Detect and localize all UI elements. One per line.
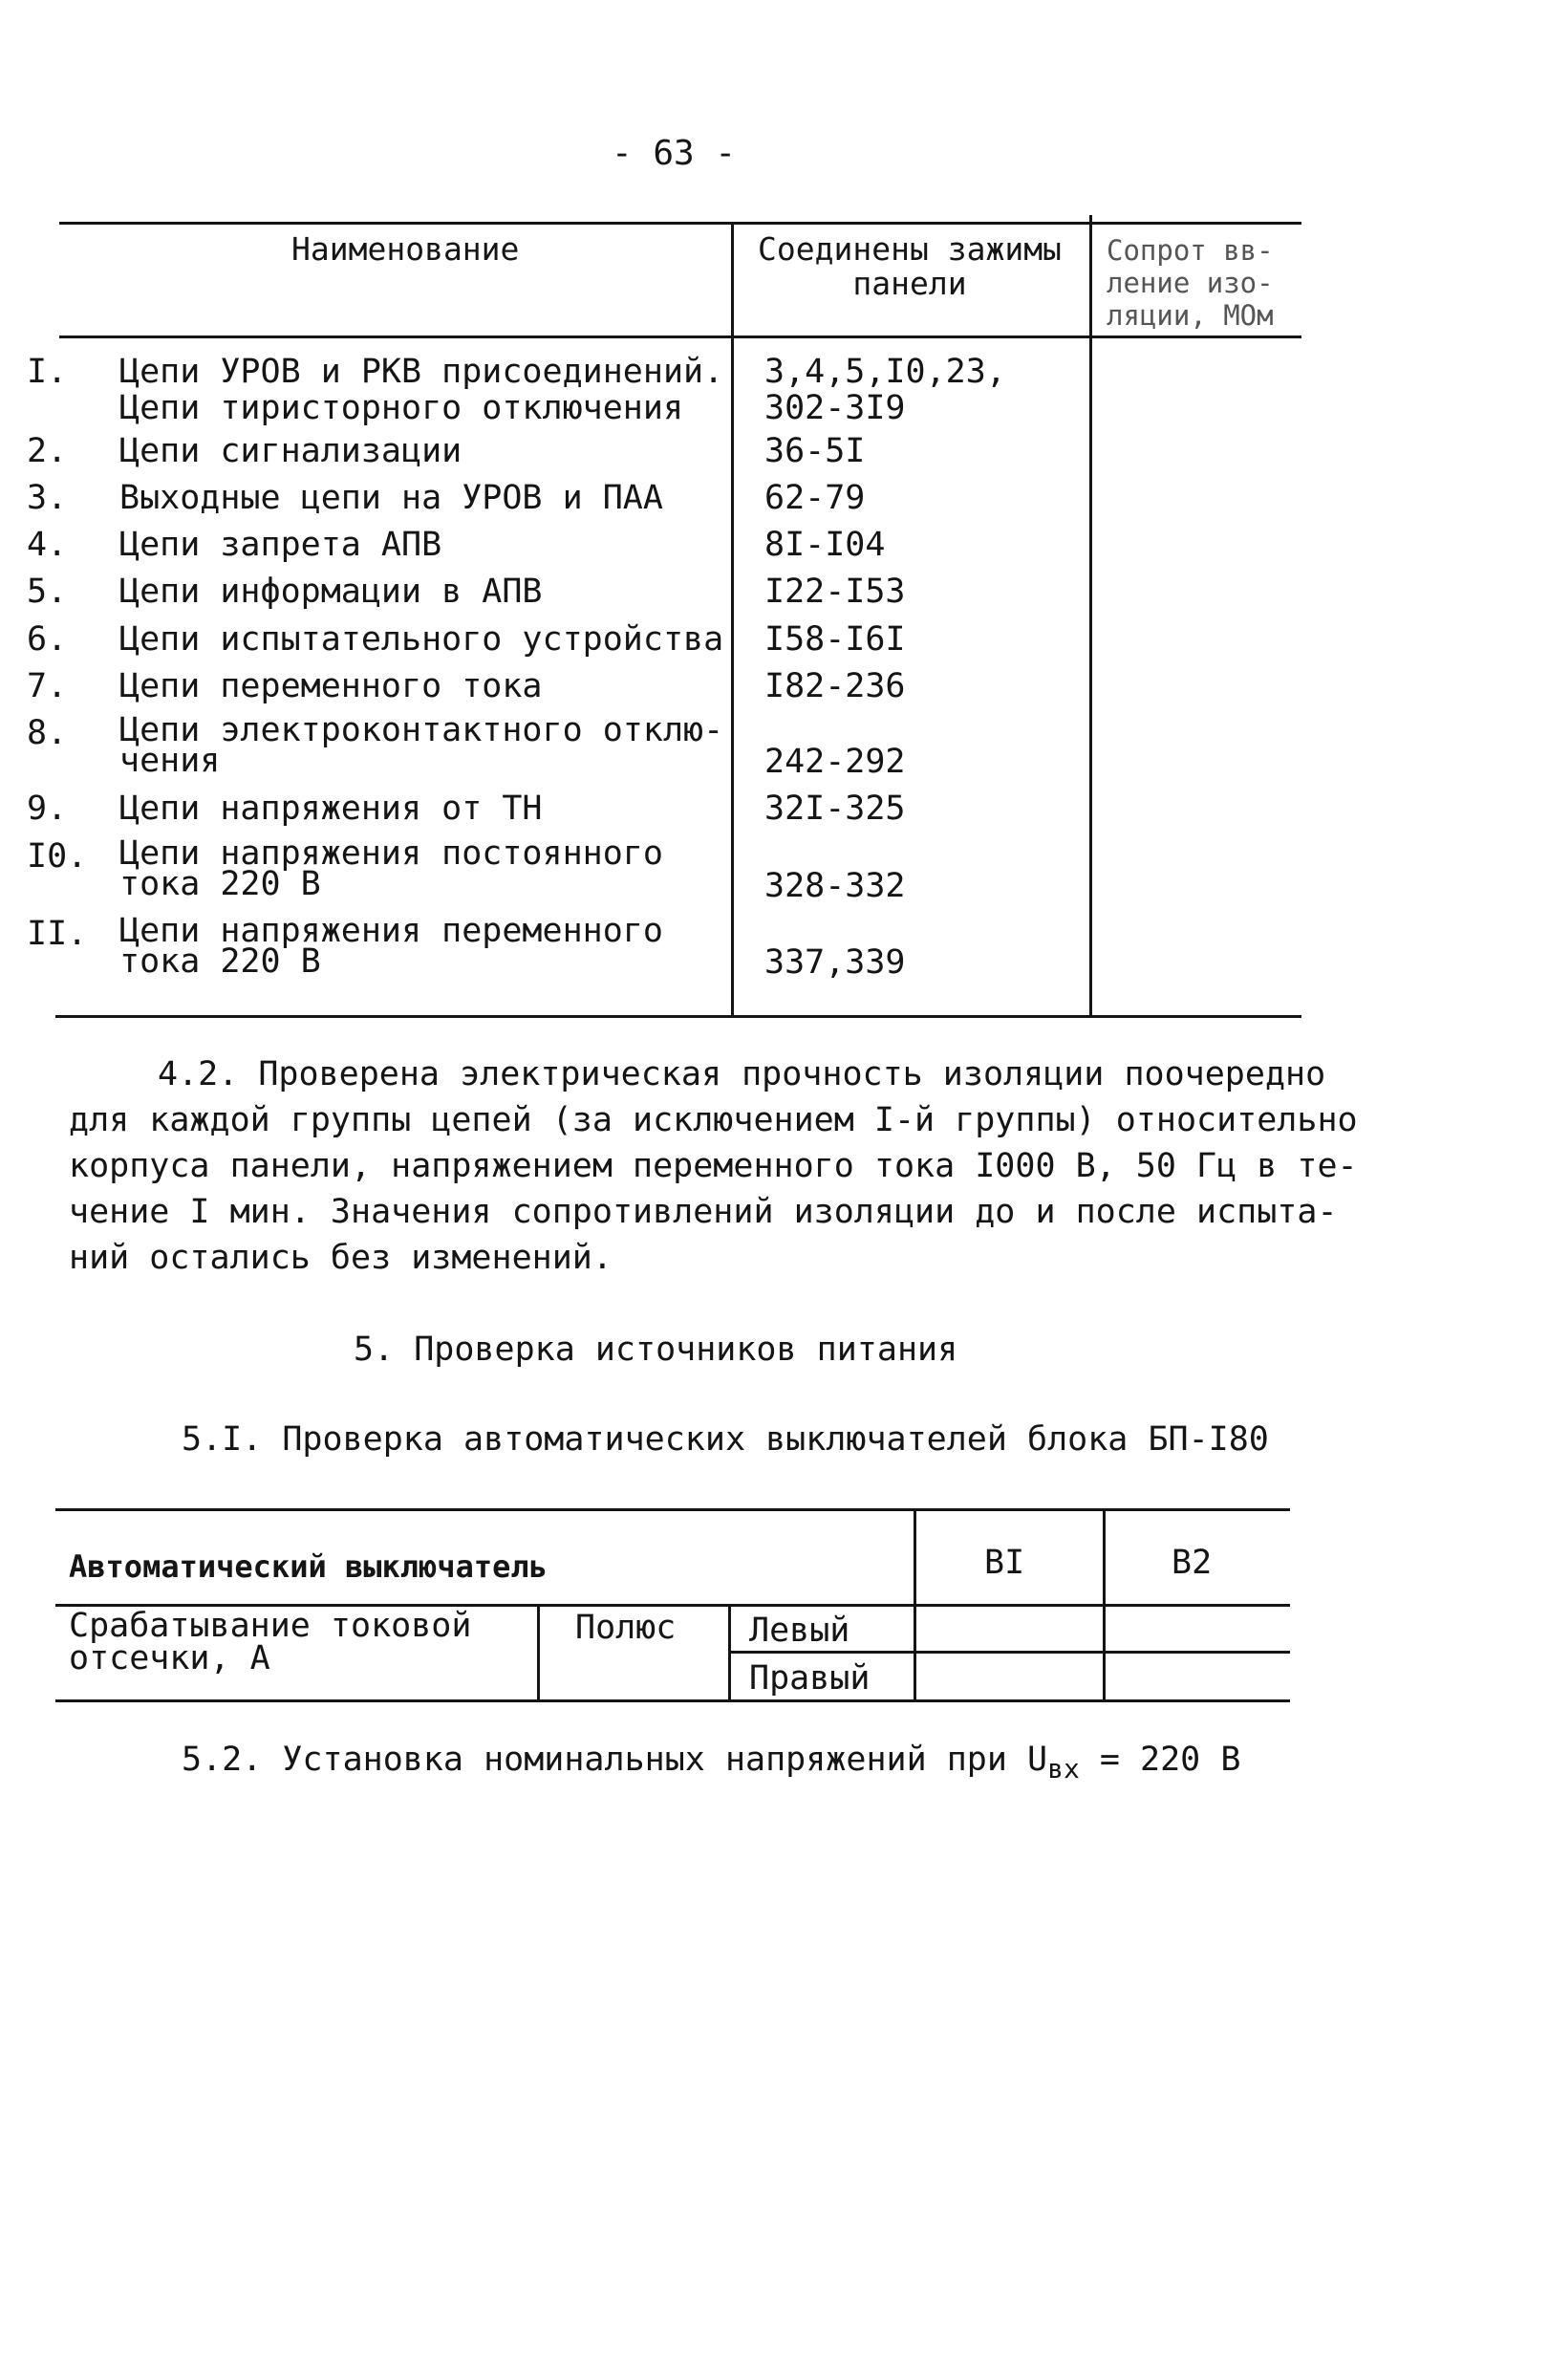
row-num: 3. [27,479,68,517]
header-resistance: Сопрот вв- ление изо- ляции, МОм [1107,234,1274,332]
row-name: Цепи напряжения постоянного тока 220 В [119,834,663,903]
row-num: 2. [27,432,68,470]
row-terminals: 242-292 [764,743,906,781]
table2-divider-pole [537,1604,540,1701]
row-terminals: 328-332 [764,867,906,905]
row-name: Цепи информации в АПВ [119,573,543,611]
row-name: Цепи сигнализации [119,432,462,470]
table-header-rule [59,335,1301,338]
row-terminals: 36-5I [764,432,866,470]
row-name: Цепи УРОВ и РКВ присоединений. Цепи тиристорного отключения [119,353,724,427]
table2-left: Левый [749,1612,850,1650]
header-name: Наименование [291,230,520,268]
table2-mid-rule [731,1651,1290,1654]
row-num: I. [27,353,68,391]
row-num: 6. [27,620,68,659]
row-name: Цепи запрета АПВ [119,526,442,564]
row-num: 9. [27,790,68,828]
table2-divider-b2 [1103,1508,1106,1701]
row-terminals: 32I-325 [764,790,906,828]
table2-col-b2: B2 [1172,1544,1213,1582]
row-terminals: I58-I6I [764,620,906,659]
row-name: Цепи напряжения переменного тока 220 В [119,912,663,981]
paragraph-line: чение I мин. Значения сопротивлений изоляции до и после испыта- [69,1193,1338,1231]
row-terminals: I22-I53 [764,573,906,611]
row-terminals: 3,4,5,I0,23, 302-3I9 [764,353,1006,427]
table2-pole-label: Полюс [575,1609,677,1647]
table2-divider-side [728,1604,731,1701]
table2-row-label: Срабатывание токовой отсечки, А [69,1607,472,1677]
table2-right: Правый [749,1659,871,1698]
row-terminals: 62-79 [764,479,866,517]
header-terminals: Соединены зажимы панели [758,230,1062,302]
row-name: Цепи переменного тока [119,667,543,705]
table-col-divider-1 [731,222,734,1017]
paragraph-line: ний остались без изменений. [69,1239,613,1277]
row-name: Цепи электроконтактного отклю- чения [119,711,724,780]
row-name: Цепи испытательного устройства [119,620,724,659]
paragraph-line: для каждой группы цепей (за исключением I-й группы) относительно [69,1101,1358,1139]
table2-header-label: Автоматический выключатель [69,1548,548,1585]
paragraph-line: 4.2. Проверена электрическая прочность изоляции поочередно [158,1055,1326,1093]
section-5-2-suffix: = 220 В [1079,1741,1241,1779]
row-num: 8. [27,714,68,752]
section-5-1-title: 5.I. Проверка автоматических выключателей блока БП-I80 [182,1420,1269,1459]
row-num: II. [27,915,88,953]
section-5-2-subscript: вх [1047,1753,1080,1785]
row-num: I0. [27,837,88,876]
row-terminals: I82-236 [764,667,906,705]
table-bottom-rule [55,1015,1301,1018]
section-5-title: 5. Проверка источников питания [354,1331,958,1369]
table-col-divider-2 [1089,215,1092,1017]
row-terminals: 8I-I04 [764,526,886,564]
table2-divider-b1 [914,1508,916,1701]
page-number: - 63 - [612,134,737,173]
section-5-2-line [182,1742,1240,1787]
paragraph-line: корпуса панели, напряжением переменного тока I000 В, 50 Гц в те- [69,1147,1358,1185]
row-num: 4. [27,526,68,564]
row-num: 7. [27,667,68,705]
row-num: 5. [27,573,68,611]
row-name: Выходные цепи на УРОВ и ПАА [119,479,663,517]
row-name: Цепи напряжения от ТН [119,790,543,828]
section-5-2-prefix: 5.2. Установка номинальных напряжений при U [182,1741,1048,1779]
table-top-rule [59,222,1301,225]
table2-col-b1: BI [984,1544,1025,1582]
row-terminals: 337,339 [764,943,906,982]
